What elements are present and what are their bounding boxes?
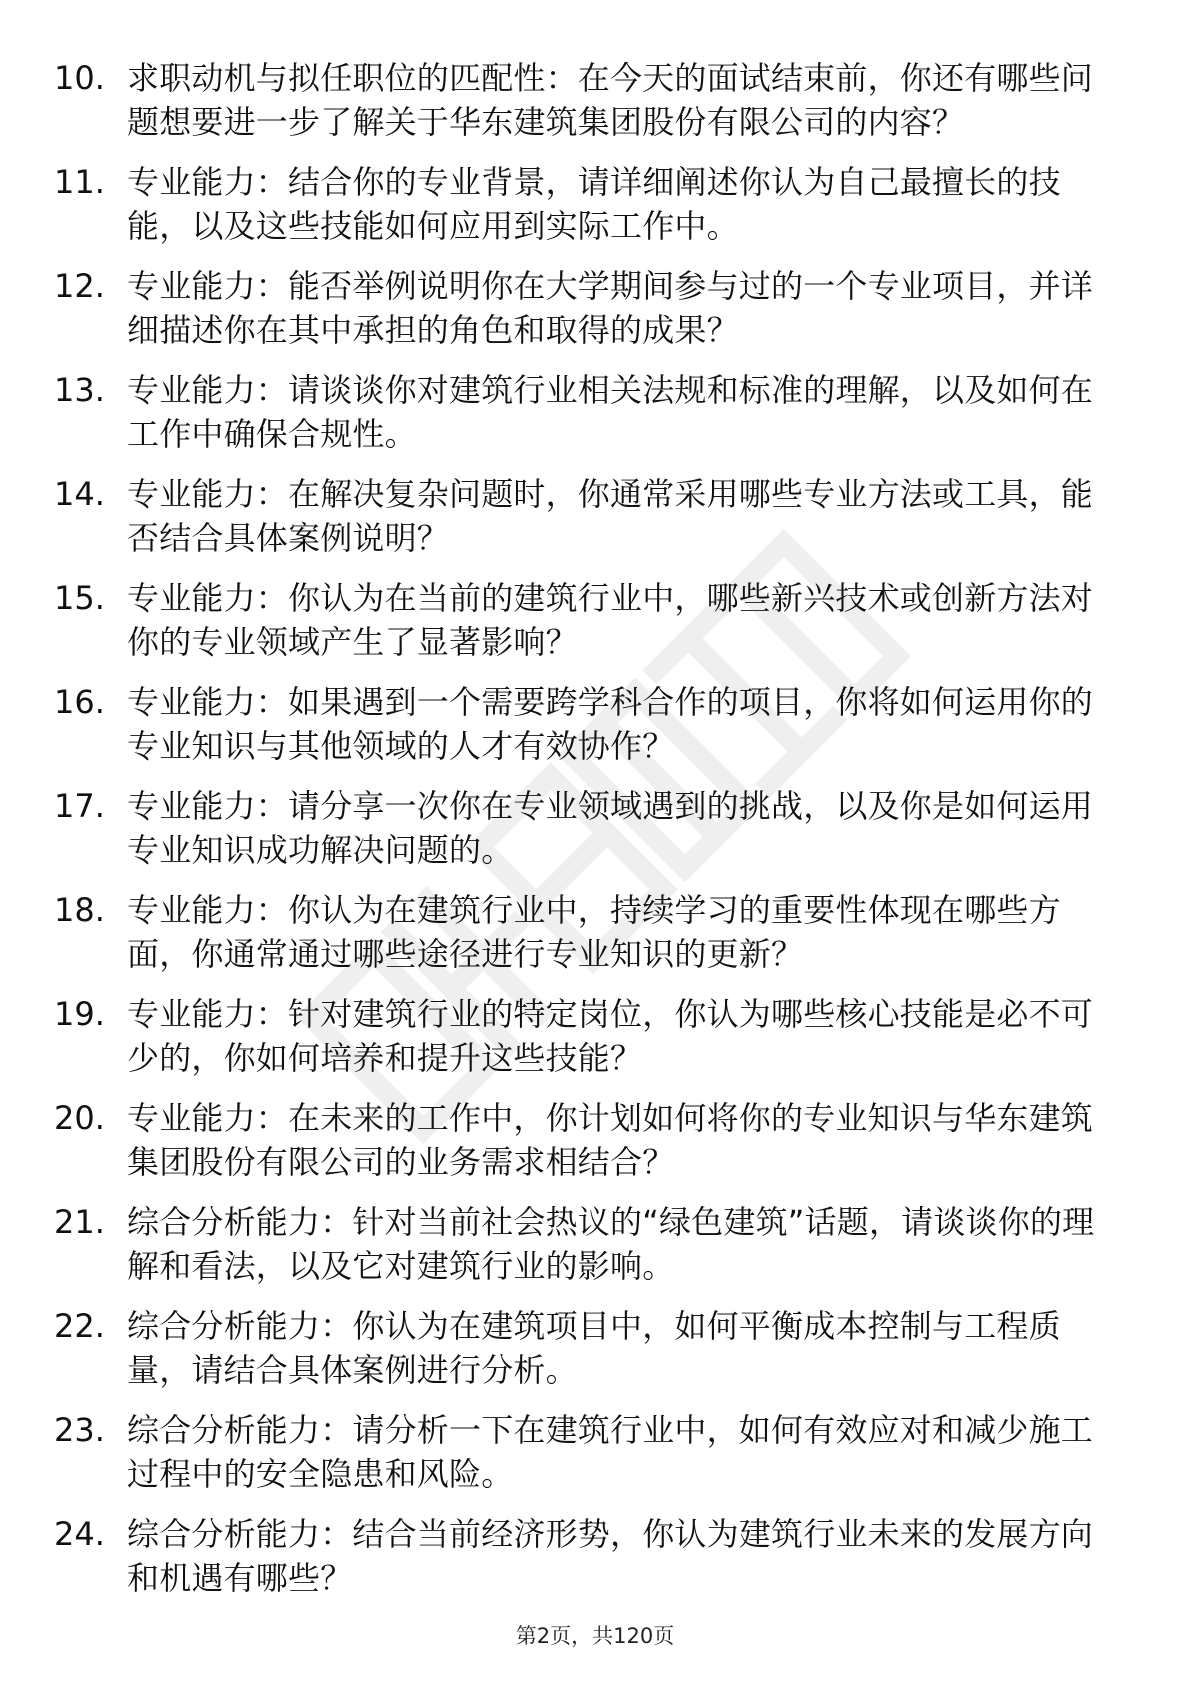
- question-text: 求职动机与拟任职位的匹配性：在今天的面试结束前，你还有哪些问题想要进一步了解关于华东建筑集团股份有限公司的内容？: [127, 59, 1094, 141]
- question-text: 专业能力：针对建筑行业的特定岗位，你认为哪些核心技能是必不可少的，你如何培养和提升这些技能？: [127, 995, 1094, 1077]
- question-text: 专业能力：结合你的专业背景，请详细阐述你认为自己最擅长的技能，以及这些技能如何应用到实际工作中。: [127, 163, 1061, 245]
- question-number: 21.: [54, 1203, 105, 1241]
- list-item: [0, 1402, 1190, 1506]
- list-item: [0, 570, 1190, 674]
- list-item: [0, 1090, 1190, 1194]
- page-footer: [0, 1622, 1190, 1650]
- question-text: 专业能力：你认为在当前的建筑行业中，哪些新兴技术或创新方法对你的专业领域产生了显著影响？: [127, 579, 1094, 661]
- question-number: 17.: [54, 787, 105, 825]
- question-text: 专业能力：在解决复杂问题时，你通常采用哪些专业方法或工具，能否结合具体案例说明？: [127, 475, 1094, 557]
- question-number: 24.: [54, 1515, 105, 1553]
- question-number: 18.: [54, 891, 105, 929]
- list-item: [0, 778, 1190, 882]
- question-text: 专业能力：如果遇到一个需要跨学科合作的项目，你将如何运用你的专业知识与其他领域的人才有效协作？: [127, 683, 1094, 765]
- list-item: [0, 882, 1190, 986]
- list-item: [0, 674, 1190, 778]
- list-item: [0, 986, 1190, 1090]
- list-item: [0, 258, 1190, 362]
- page-number-label: 第2页，共120页: [515, 1624, 675, 1648]
- list-item: [0, 1506, 1190, 1610]
- question-number: 14.: [54, 475, 105, 513]
- question-number: 15.: [54, 579, 105, 617]
- question-text: 综合分析能力：你认为在建筑项目中，如何平衡成本控制与工程质量，请结合具体案例进行分析。: [127, 1307, 1061, 1389]
- list-item: [0, 154, 1190, 258]
- question-text: 专业能力：在未来的工作中，你计划如何将你的专业知识与华东建筑集团股份有限公司的业务需求相结合？: [127, 1099, 1094, 1181]
- question-text: 综合分析能力：请分析一下在建筑行业中，如何有效应对和减少施工过程中的安全隐患和风险。: [127, 1411, 1094, 1493]
- list-item: [0, 466, 1190, 570]
- list-item: [0, 1298, 1190, 1402]
- question-list: [0, 50, 1190, 1610]
- question-number: 16.: [54, 683, 105, 721]
- question-number: 22.: [54, 1307, 105, 1345]
- question-text: 综合分析能力：针对当前社会热议的“绿色建筑”话题，请谈谈你的理解和看法，以及它对建筑行业的影响。: [127, 1203, 1095, 1285]
- question-number: 19.: [54, 995, 105, 1033]
- question-number: 23.: [54, 1411, 105, 1449]
- question-text: 专业能力：请谈谈你对建筑行业相关法规和标准的理解，以及如何在工作中确保合规性。: [127, 371, 1094, 453]
- question-number: 11.: [54, 163, 105, 201]
- question-number: 13.: [54, 371, 105, 409]
- question-text: 专业能力：能否举例说明你在大学期间参与过的一个专业项目，并详细描述你在其中承担的角色和取得的成果？: [127, 267, 1094, 349]
- list-item: [0, 50, 1190, 154]
- question-number: 10.: [54, 59, 105, 97]
- question-text: 综合分析能力：结合当前经济形势，你认为建筑行业未来的发展方向和机遇有哪些？: [127, 1515, 1094, 1597]
- list-item: [0, 1194, 1190, 1298]
- question-number: 20.: [54, 1099, 105, 1137]
- list-item: [0, 362, 1190, 466]
- question-number: 12.: [54, 267, 105, 305]
- question-text: 专业能力：请分享一次你在专业领域遇到的挑战，以及你是如何运用专业知识成功解决问题的。: [127, 787, 1094, 869]
- question-text: 专业能力：你认为在建筑行业中，持续学习的重要性体现在哪些方面，你通常通过哪些途径进行专业知识的更新？: [127, 891, 1061, 973]
